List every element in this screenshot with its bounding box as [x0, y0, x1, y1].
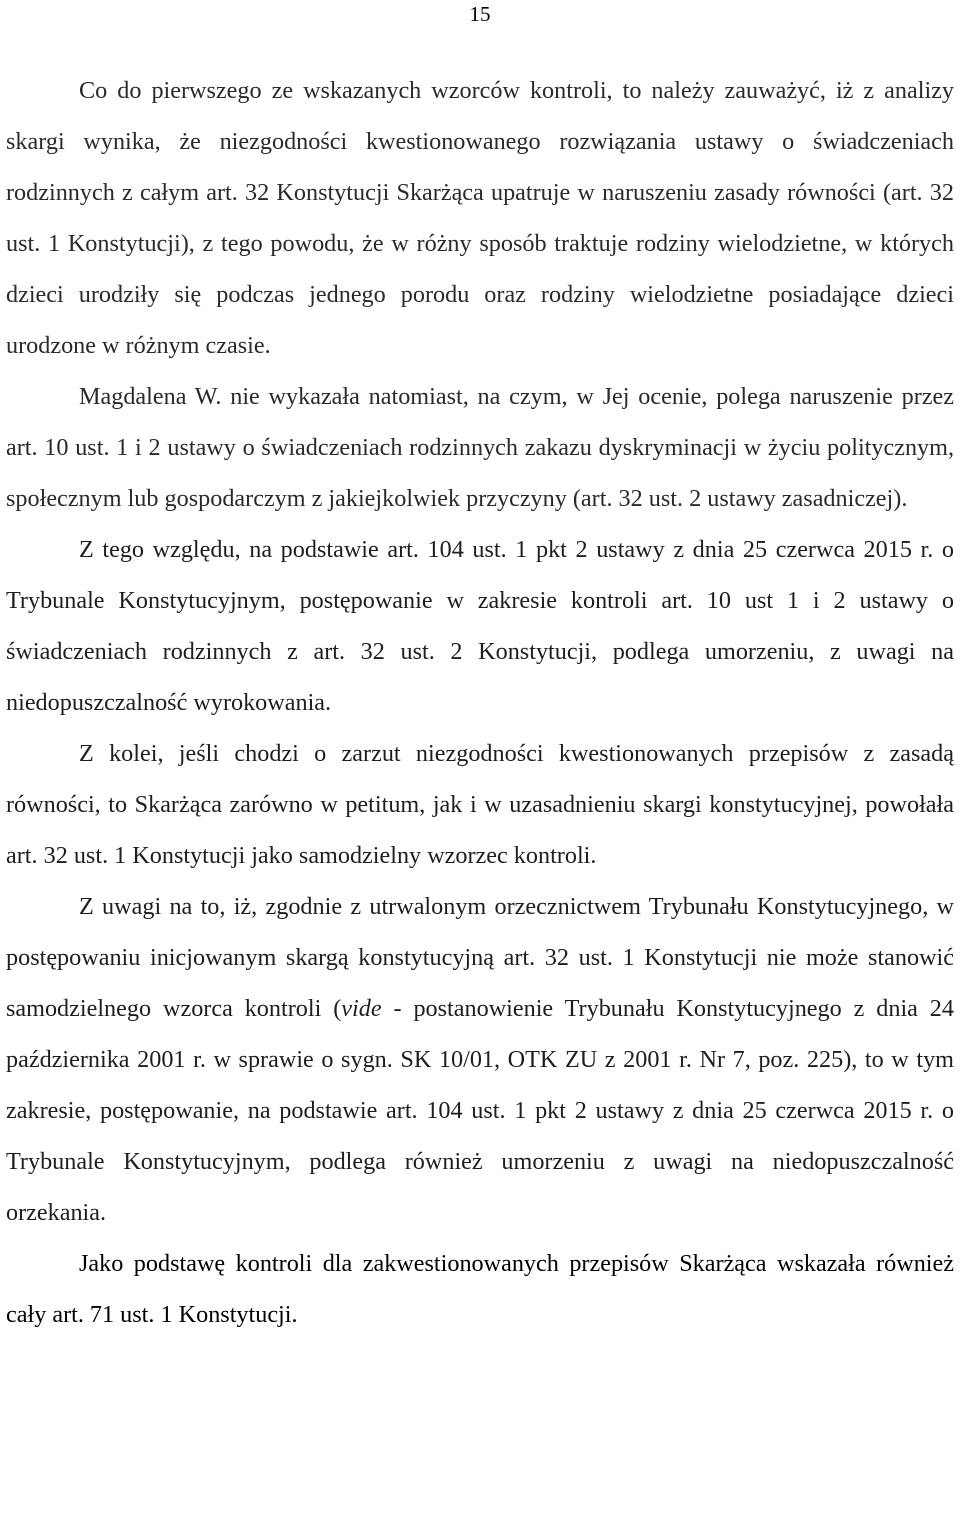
paragraph-5-italic-vide: vide [341, 995, 382, 1022]
paragraph-3: Z tego względu, na podstawie art. 104 ust. 1 pkt 2 ustawy z dnia 25 czerwca 2015 r. o Trybunale Konstytucyjnym, postępowanie w zakresie kontroli art. 10 ust 1 i 2 ustawy o świadczeniach rodzinnych z art. 32 ust. 2 Konstytucji, podlega umorzeniu, z uwagi na niedopuszczalność wyrokowania. [6, 536, 954, 716]
page-number: 15 [469, 2, 491, 26]
paragraph-6: Jako podstawę kontroli dla zakwestionowanych przepisów Skarżąca wskazała również cały art. 71 ust. 1 Konstytucji. [6, 1250, 954, 1328]
paragraph-5-text-after: - postanowienie Trybunału Konstytucyjnego z dnia 24 października 2001 r. w sprawie o sygn. SK 10/01, OTK ZU z 2001 r. Nr 7, poz. 225), to w tym zakresie, postępowanie, na podstawie art. 104 ust. 1 pkt 2 ustawy z dnia 25 czerwca 2015 r. o Trybunale Konstytucyjnym, podlega również umorzeniu z uwagi na niedopuszczalność orzekania. [6, 995, 954, 1226]
paragraph-2: Magdalena W. nie wykazała natomiast, na czym, w Jej ocenie, polega naruszenie przez art. 10 ust. 1 i 2 ustawy o świadczeniach rodzinnych zakazu dyskryminacji w życiu politycznym, społecznym lub gospodarczym z jakiejkolwiek przyczyny (art. 32 ust. 2 ustawy zasadniczej). [6, 383, 954, 512]
paragraph-5 [6, 881, 954, 1238]
paragraph-1: Co do pierwszego ze wskazanych wzorców kontroli, to należy zauważyć, iż z analizy skargi wynika, że niezgodności kwestionowanego rozwiązania ustawy o świadczeniach rodzinnych z całym art. 32 Konstytucji Skarżąca upatruje w naruszeniu zasady równości (art. 32 ust. 1 Konstytucji), z tego powodu, że w różny sposób traktuje rodziny wielodzietne, w których dzieci urodziły się podczas jednego porodu oraz rodziny wielodzietne posiadające dzieci urodzone w różnym czasie. [6, 77, 954, 359]
paragraph-4: Z kolei, jeśli chodzi o zarzut niezgodności kwestionowanych przepisów z zasadą równości, to Skarżąca zarówno w petitum, jak i w uzasadnieniu skargi konstytucyjnej, powołała art. 32 ust. 1 Konstytucji jako samodzielny wzorzec kontroli. [6, 740, 954, 869]
document-body [6, 65, 954, 1340]
paragraph-5-text-before: Z uwagi na to, iż, zgodnie z utrwalonym orzecznictwem Trybunału Konstytucyjnego, w postępowaniu inicjowanym skargą konstytucyjną art. 32 ust. 1 Konstytucji nie może stanowić samodzielnego wzorca kontroli ( [6, 893, 954, 1022]
